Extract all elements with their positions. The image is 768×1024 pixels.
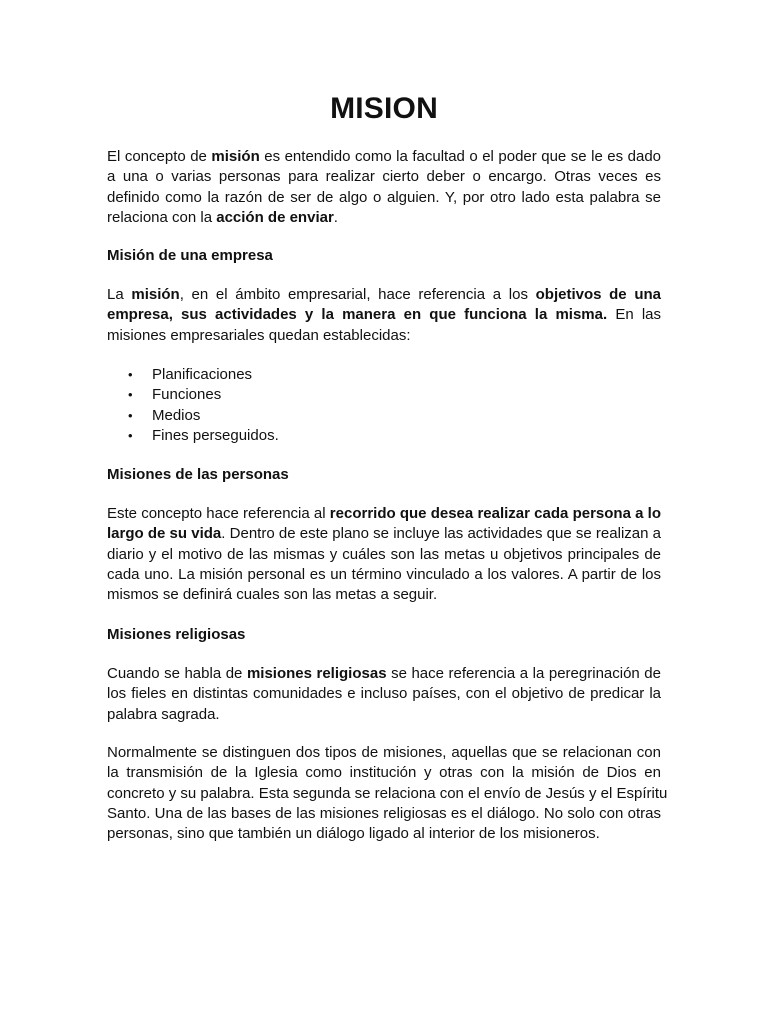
text-run: personas, sino que también un diálogo ligado al interior de los misioneros. <box>107 825 600 843</box>
text-run: concreto y su palabra. Esta segunda se relaciona con el envío de Jesús y el Espíritu <box>107 784 668 802</box>
section-heading-personas: Misiones de las personas <box>107 466 289 483</box>
bullet-icon: • <box>128 407 133 423</box>
text-run: cada uno. La misión personal es un término vinculado a los valores. A partir de los <box>107 565 661 583</box>
intro-paragraph <box>107 147 661 228</box>
text-line <box>107 504 661 524</box>
text-run: misiones empresariales quedan establecidas: <box>107 326 411 344</box>
section-heading-empresa: Misión de una empresa <box>107 247 273 264</box>
text-run: Este concepto hace referencia al <box>107 505 330 522</box>
text-run: los fieles en distintas comunidades e incluso países, con el objetivo de predicar la <box>107 685 661 703</box>
religiosas-paragraph-2 <box>107 743 668 844</box>
text-run: a una o varias personas para realizar cierto deber o encargo. Otras veces es <box>107 168 661 186</box>
text-line <box>107 545 661 565</box>
text-line <box>107 524 661 544</box>
list-item <box>107 406 279 426</box>
empresa-paragraph <box>107 285 661 346</box>
list-item-text: Medios <box>152 406 201 424</box>
religiosas-paragraph-1 <box>107 664 661 725</box>
bullet-icon: • <box>128 367 133 382</box>
text-run: relaciona con la <box>107 208 217 226</box>
bold-term: objetivos de una <box>535 286 661 303</box>
text-line <box>107 326 661 346</box>
list-item-text: Planificaciones <box>152 366 253 383</box>
text-run: palabra sagrada. <box>107 705 220 723</box>
text-line <box>107 305 661 325</box>
text-run: la transmisión de la Iglesia como institución y otras con la misión de Dios en <box>107 764 661 782</box>
text-run: En las <box>607 306 662 324</box>
text-line <box>107 167 661 187</box>
text-run: . <box>333 208 338 226</box>
list-item <box>107 385 279 405</box>
bold-term: misiones religiosas <box>246 665 387 682</box>
text-line <box>107 763 661 783</box>
text-run: , en el ámbito empresarial, hace referencia a los <box>179 286 536 303</box>
text-line <box>107 804 661 824</box>
text-line <box>107 585 661 605</box>
bold-term: recorrido que desea realizar cada persona a lo <box>329 505 661 522</box>
text-run: mismos se definirá cuales son las metas a seguir. <box>107 586 438 604</box>
bold-term: acción de enviar <box>216 208 334 226</box>
text-line <box>107 824 661 844</box>
text-run: se hace referencia a la peregrinación de <box>386 665 661 682</box>
text-run: Cuando se habla de <box>107 665 247 682</box>
list-item <box>107 365 279 385</box>
personas-paragraph <box>107 504 661 605</box>
text-line <box>107 565 661 585</box>
text-run: El concepto de <box>107 148 212 165</box>
text-run: Normalmente se distinguen dos tipos de misiones, aquellas que se relacionan con <box>107 744 661 761</box>
section-heading-religiosas: Misiones religiosas <box>107 626 246 643</box>
text-run: es entendido como la facultad o el poder que se le es dado <box>259 148 661 165</box>
text-run: Santo. Una de las bases de las misiones religiosas es el diálogo. No solo con otras <box>107 804 661 822</box>
text-line <box>107 285 661 305</box>
text-line <box>107 208 661 228</box>
list-item-text: Fines perseguidos. <box>152 426 279 444</box>
text-run: La <box>107 286 132 303</box>
text-line <box>107 784 668 804</box>
list-item-text: Funciones <box>152 386 222 404</box>
text-line <box>107 147 661 167</box>
bullet-icon: • <box>128 387 133 403</box>
text-line <box>107 705 661 725</box>
text-line <box>107 188 661 208</box>
list-item <box>107 426 279 446</box>
bold-term: largo de su vida <box>107 525 222 543</box>
bullet-icon: • <box>128 427 133 443</box>
bold-term: empresa, sus actividades y la manera en que funciona la misma. <box>107 306 608 324</box>
text-run: diario y el motivo de las mismas y cuáles son las metas u objetivos principales de <box>107 545 661 563</box>
document-title: MISION <box>330 92 438 125</box>
empresa-bullet-list <box>107 365 279 446</box>
text-line <box>107 664 661 684</box>
text-line <box>107 684 661 704</box>
bold-term: misión <box>211 148 260 165</box>
text-run: definido como la razón de ser de algo o alguien. Y, por otro lado esta palabra se <box>107 188 661 206</box>
text-line <box>107 743 661 763</box>
text-run: . Dentro de este plano se incluye las actividades que se realizan a <box>221 525 661 543</box>
bold-term: misión <box>131 286 180 303</box>
